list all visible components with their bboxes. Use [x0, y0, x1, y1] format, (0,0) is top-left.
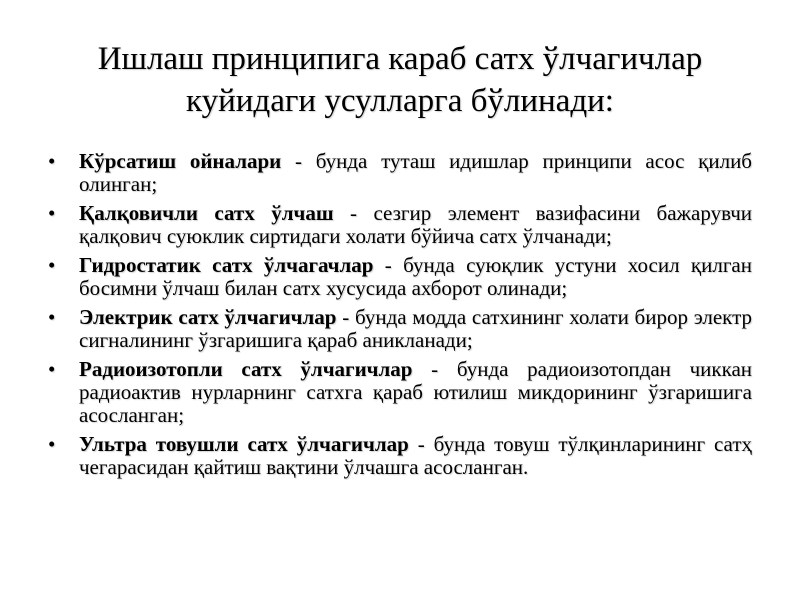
- bullet-marker: •: [48, 305, 56, 329]
- bullet-text: - бунда модда сатхининг холати бирор электр сигналининг ўзгаришига қараб аникланади;: [79, 305, 752, 352]
- slide-title-line-2: куйидаги усулларга бўлинади:: [186, 83, 614, 119]
- bullet-item-2: [48, 202, 752, 248]
- bullet-item-6: [48, 433, 752, 479]
- slide-title-line-1: Ишлаш принципига караб сатх ўлчагичлар: [97, 41, 703, 77]
- bullet-marker: •: [48, 201, 56, 225]
- bullet-term: Қалқовичли сатх ўлчаш: [79, 201, 334, 225]
- bullet-text: - бунда суюқлик устуни хосил қилган босимни ўлчаш билан сатх хусусида ахборот олинади;: [79, 253, 752, 300]
- bullet-term: Кўрсатиш ойналари: [79, 149, 282, 173]
- bullet-marker: •: [48, 253, 56, 277]
- bullet-marker: •: [48, 357, 56, 381]
- bullet-text: - сезгир элемент вазифасини бажарувчи қалқович суюклик сиртидаги холати бўйича сатх ўлчанади;: [79, 201, 752, 248]
- bullet-term: Ультра товушли сатх ўлчагичлар: [79, 432, 409, 456]
- bullet-item-1: [48, 150, 752, 196]
- bullet-term: Электрик сатх ўлчагичлар: [79, 305, 337, 329]
- bullet-text: - бунда туташ идишлар принципи асос қилиб олинган;: [79, 149, 752, 196]
- bullet-text: - бунда радиоизотопдан чиккан радиоактив нурларнинг сатхга қараб ютилиш микдорининг ўзгаришига асосланган;: [79, 357, 753, 427]
- bullet-list: [48, 150, 752, 485]
- bullet-item-4: [48, 306, 752, 352]
- bullet-item-5: [48, 358, 752, 427]
- bullet-text: - бунда товуш тўлқинларининг сатҳ чегарасидан қайтиш вақтини ўлчашга асосланган.: [79, 432, 753, 479]
- bullet-marker: •: [48, 432, 56, 456]
- slide-title: [40, 38, 760, 122]
- bullet-item-3: [48, 254, 752, 300]
- bullet-term: Гидростатик сатх ўлчагачлар: [79, 253, 374, 277]
- bullet-marker: •: [48, 149, 56, 173]
- bullet-term: Радиоизотопли сатх ўлчагичлар: [79, 357, 413, 381]
